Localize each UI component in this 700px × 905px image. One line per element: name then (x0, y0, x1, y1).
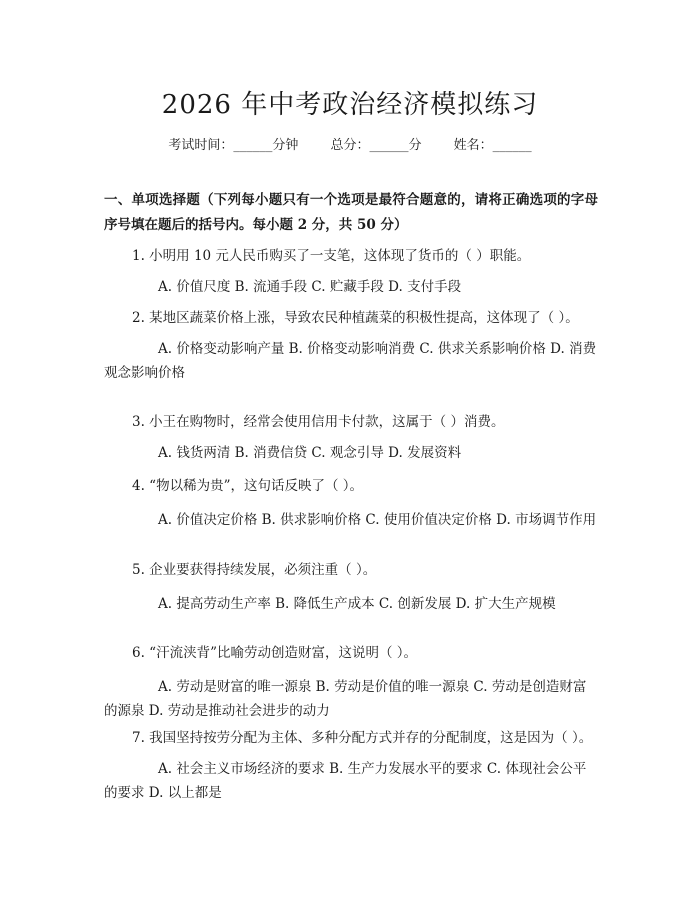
question-options: A. 价值决定价格 B. 供求影响价格 C. 使用价值决定价格 D. 市场调节作用 (158, 512, 597, 528)
question-options: A. 社会主义市场经济的要求 B. 生产力发展水平的要求 C. 体现社会公平的要求 D. 以上都是 (104, 761, 587, 801)
question-item (104, 641, 598, 723)
question-item (104, 306, 598, 385)
question-item (104, 474, 598, 532)
question-stem: 2. 某地区蔬菜价格上涨，导致农民种植蔬菜的积极性提高，这体现了（ ）。 (132, 310, 579, 326)
total-score-field: 总分：______分 (330, 138, 422, 153)
question-stem: 5. 企业要获得持续发展，必须注重（ ）。 (132, 562, 377, 578)
question-item (104, 726, 598, 805)
question-options: A. 价值尺度 B. 流通手段 C. 贮藏手段 D. 支付手段 (158, 279, 462, 295)
student-name-field: 姓名：______ (453, 138, 532, 153)
exam-time-field: 考试时间：______分钟 (168, 138, 299, 153)
question-stem: 6. “汗流浃背”比喻劳动创造财富，这说明（ ）。 (132, 645, 418, 661)
question-options: A. 价格变动影响产量 B. 价格变动影响消费 C. 供求关系影响价格 D. 消费观念影响价格 (104, 341, 597, 381)
question-item (104, 558, 598, 616)
question-options: A. 提高劳动生产率 B. 降低生产成本 C. 创新发展 D. 扩大生产规模 (158, 596, 556, 612)
exam-meta (0, 134, 700, 153)
question-stem: 7. 我国坚持按劳分配为主体、多种分配方式并存的分配制度，这是因为（ ）。 (132, 730, 593, 746)
question-stem: 1. 小明用 10 元人民币购买了一支笔，这体现了货币的（ ）职能。 (132, 248, 531, 264)
question-options: A. 钱货两清 B. 消费信贷 C. 观念引导 D. 发展资料 (158, 445, 462, 461)
page-title: 2026 年中考政治经济模拟练习 (161, 90, 539, 120)
section-heading: 一、单项选择题（下列每小题只有一个选项是最符合题意的，请将正确选项的字母序号填在题后的括号内。每小题 2 分，共 50 分） (104, 192, 598, 233)
question-stem: 3. 小王在购物时，经常会使用信用卡付款，这属于（ ）消费。 (132, 414, 505, 430)
question-options: A. 劳动是财富的唯一源泉 B. 劳动是价值的唯一源泉 C. 劳动是创造财富的源泉 D. 劳动是推动社会进步的动力 (104, 679, 587, 719)
question-stem: 4. “物以稀为贵”，这句话反映了（ ）。 (132, 478, 364, 494)
question-item (104, 410, 598, 465)
question-item (104, 244, 598, 299)
